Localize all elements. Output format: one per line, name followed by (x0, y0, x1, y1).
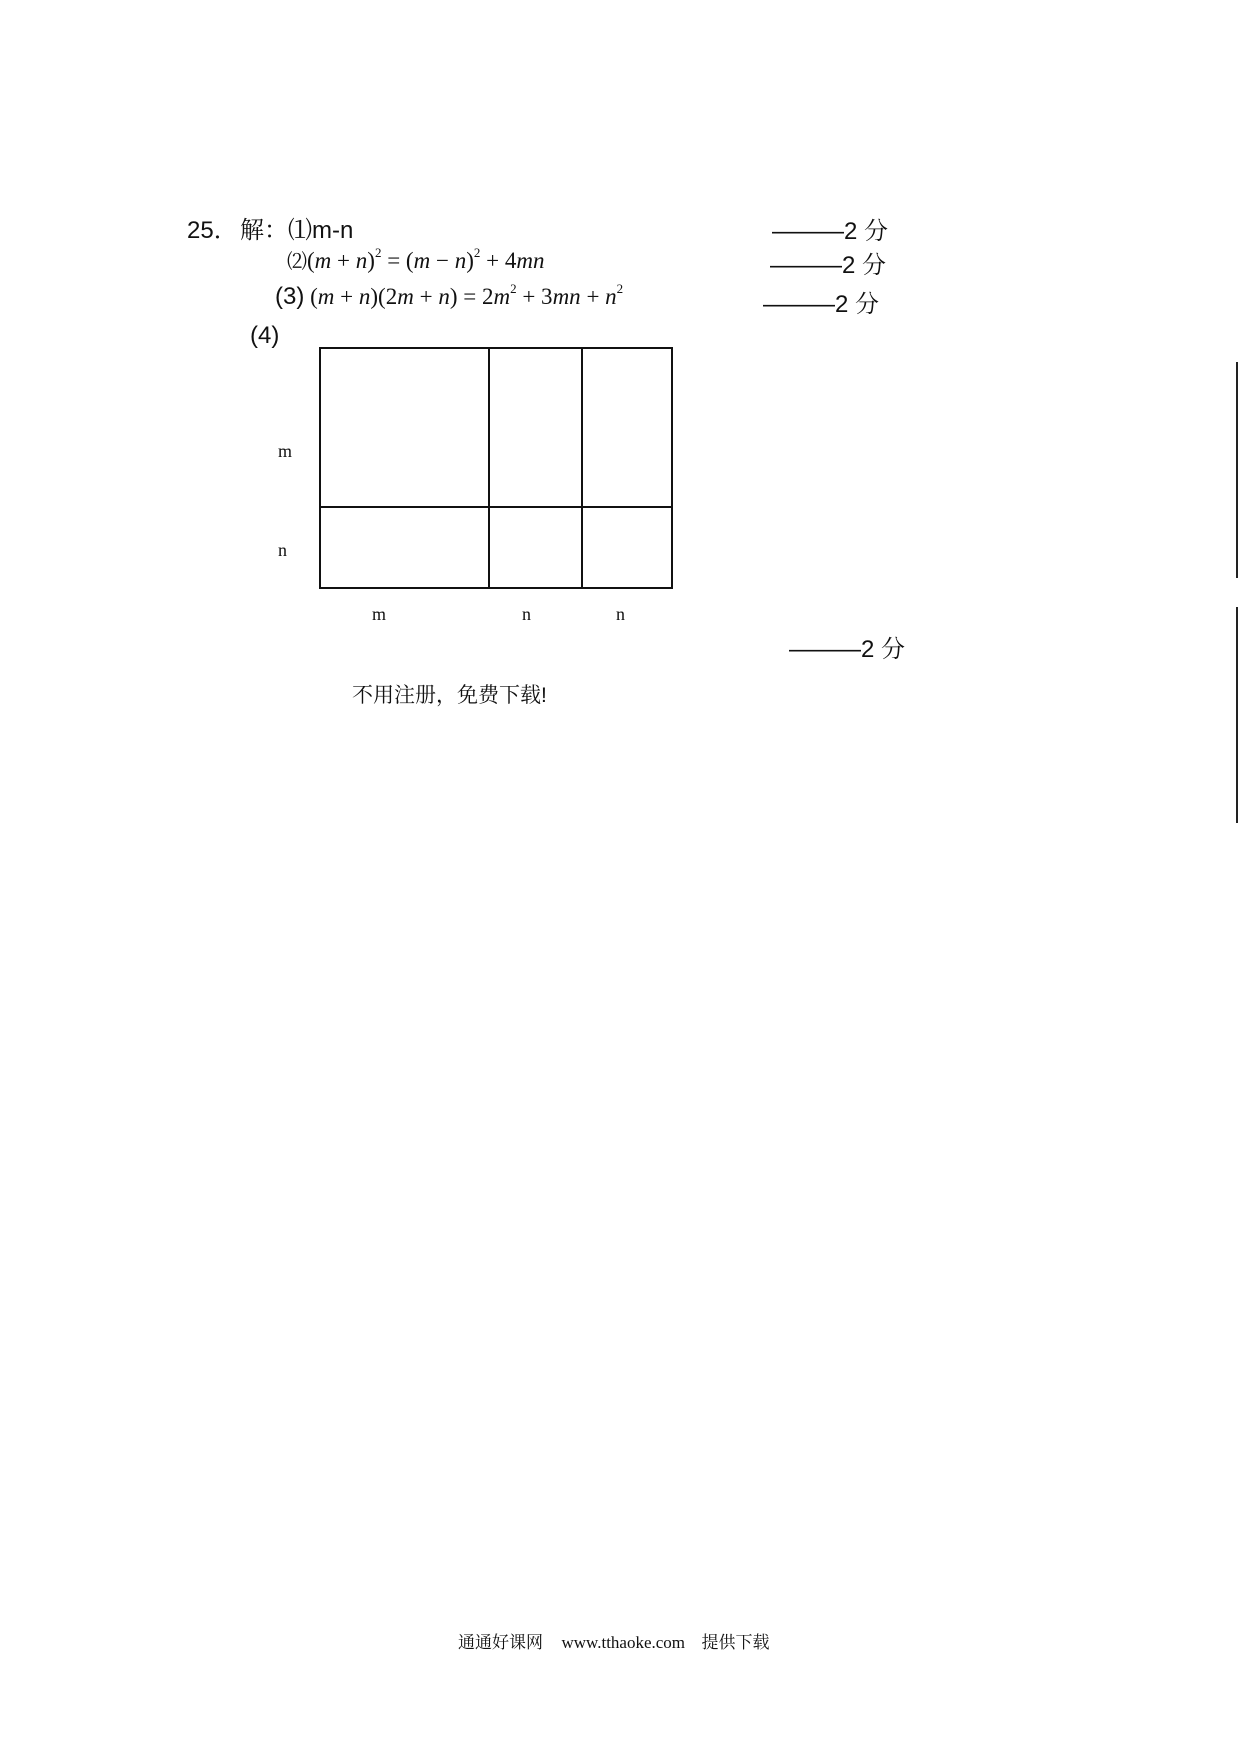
footer-site-name: 通通好课网 (458, 1633, 543, 1652)
col-label-m: m (372, 604, 387, 624)
row-label-n: n (278, 540, 287, 560)
intro-text: 解： (240, 217, 288, 244)
col-label-n2: n (616, 604, 625, 624)
diagram-divider-h (321, 506, 671, 508)
part4-score: ———2 分 (789, 636, 906, 663)
page-footer (458, 1628, 770, 1653)
part4-label: (4) (250, 322, 280, 349)
part3-score: ———2 分 (763, 291, 880, 318)
part2-score: ———2 分 (770, 252, 887, 279)
diagram-divider-v1 (488, 349, 490, 587)
margin-bar-lower (1236, 607, 1238, 823)
part1-label: ⑴ (288, 218, 312, 244)
free-download-notice: 不用注册，免费下载! (352, 684, 547, 707)
part3-equation: (3) $(m + n)(2m + n) = 2m^2 + 3mn + n^2$ (275, 281, 624, 310)
question-intro (240, 210, 353, 245)
part1-score: ———2 分 (772, 218, 889, 245)
col-label-n1: n (522, 604, 531, 624)
area-diagram (319, 347, 673, 589)
margin-bar-upper (1236, 362, 1238, 578)
diagram-divider-v2 (581, 349, 583, 587)
part2-equation: ⑵(m + $n)^2 = (m - n)^2 + 4mn$ (287, 245, 545, 273)
row-label-m: m (278, 441, 293, 461)
question-number: 25． (187, 217, 238, 244)
footer-url[interactable]: www.tthaoke.com (561, 1633, 686, 1652)
part2-label: ⑵ (287, 251, 307, 273)
part1-answer: m-n (312, 217, 354, 244)
footer-action: 提供下载 (701, 1633, 770, 1652)
part3-label: (3) (275, 283, 305, 310)
